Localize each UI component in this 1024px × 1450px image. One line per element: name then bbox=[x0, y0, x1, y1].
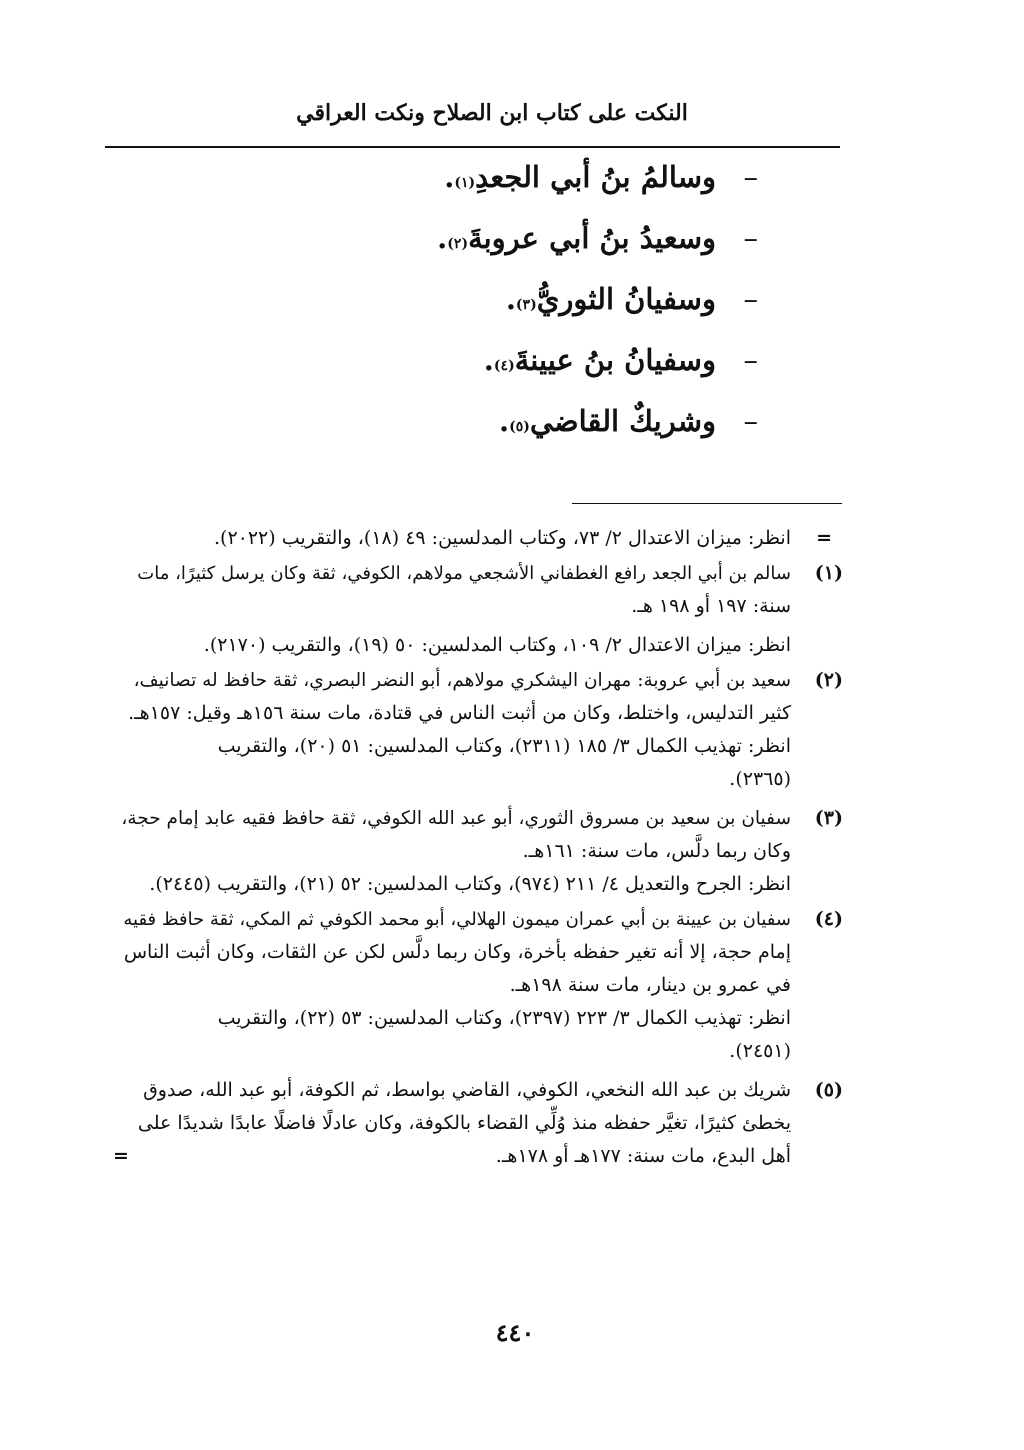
footnote-line: سالم بن أبي الجعد رافع الغطفاني الأشجعي مولاهم، الكوفي، ثقة وكان يرسل كثيرًا، مات bbox=[137, 563, 791, 584]
list-item bbox=[238, 160, 758, 221]
footnote-line: يخطئ كثيرًا، تغيَّر حفظه منذ وُلِّي القضاء بالكوفة، وكان عادلًا فاضلًا عابدًا شديدًا على bbox=[137, 1112, 791, 1134]
footnote bbox=[121, 664, 841, 796]
continuation-marker: = bbox=[816, 527, 832, 549]
footnote-line: انظر: الجرح والتعديل ٤/ ٢١١ (٩٧٤)، وكتاب المدلسين: ٥٢ (٢١)، والتقريب (٢٤٤٥). bbox=[149, 873, 791, 895]
list-item bbox=[238, 404, 758, 465]
footnote bbox=[113, 1074, 843, 1173]
continued-marker: = bbox=[113, 1145, 129, 1167]
footnote bbox=[121, 903, 841, 1068]
list-item-end: . bbox=[499, 404, 510, 438]
list-item-text: وشريكٌ القاضي bbox=[529, 404, 716, 438]
running-header: النكت على كتاب ابن الصلاح ونكت العراقي bbox=[296, 100, 688, 126]
list-item-end: . bbox=[483, 343, 494, 377]
list-dash: – bbox=[743, 160, 758, 194]
footnote-line: في عمرو بن دينار، مات سنة ١٩٨هـ. bbox=[509, 974, 791, 996]
footnotes-body bbox=[113, 522, 843, 1173]
footnote-number: (٢) bbox=[814, 669, 843, 691]
footnote-line: كثير التدليس، واختلط، وكان من أثبت الناس في قتادة، مات سنة ١٥٦هـ وقيل: ١٥٧هـ. bbox=[128, 702, 791, 724]
footnote-line: أهل البدع، مات سنة: ١٧٧هـ أو ١٧٨هـ. bbox=[495, 1145, 791, 1167]
footnote-line: وكان ربما دلَّس، مات سنة: ١٦١هـ. bbox=[522, 840, 791, 862]
list-item-text: وسالمُ بنُ أبي الجعدِ bbox=[475, 160, 716, 194]
page-number: ٤٤٠ bbox=[495, 1318, 535, 1347]
footnote-number: (٣) bbox=[814, 807, 843, 829]
footnote-line: سفيان بن عيينة بن أبي عمران ميمون الهلالي، أبو محمد الكوفي ثم المكي، ثقة حافظ فقيه bbox=[123, 909, 791, 930]
footnote-number: (٤) bbox=[814, 908, 843, 930]
list-item bbox=[238, 282, 758, 343]
footnote-line: سعيد بن أبي عروبة: مهران اليشكري مولاهم، أبو النضر البصري، ثقة حافظ له تصانيف، bbox=[133, 670, 791, 691]
footnote-line: إمام حجة، إلا أنه تغير حفظه بأخرة، وكان ربما دلَّس لكن عن الثقات، وكان أثبت الناس bbox=[123, 941, 791, 963]
footnote-line: (٢٤٥١). bbox=[729, 1040, 791, 1062]
list-item-text: وسفيانُ الثوريُّ bbox=[536, 282, 716, 316]
header-rule bbox=[105, 146, 840, 148]
footnote-continuation bbox=[121, 522, 841, 555]
list-item bbox=[238, 221, 758, 282]
main-text-list bbox=[238, 160, 758, 465]
footnote-ref[interactable]: (٥) bbox=[509, 419, 530, 435]
footnote-line: انظر: تهذيب الكمال ٣/ ٢٢٣ (٢٣٩٧)، وكتاب المدلسين: ٥٣ (٢٢)، والتقريب bbox=[217, 1007, 791, 1029]
list-dash: – bbox=[743, 282, 758, 316]
footnote bbox=[121, 557, 841, 662]
footnote-line: شريك بن عبد الله النخعي، الكوفي، القاضي بواسط، ثم الكوفة، أبو عبد الله، صدوق bbox=[143, 1079, 791, 1101]
footnote-line: انظر: ميزان الاعتدال ٢/ ٧٣، وكتاب المدلسين: ٤٩ (١٨)، والتقريب (٢٠٢٢). bbox=[213, 527, 791, 549]
list-item-end: . bbox=[444, 160, 455, 194]
footnote-ref[interactable]: (٣) bbox=[515, 297, 537, 313]
list-dash: – bbox=[743, 221, 758, 255]
list-item-end: . bbox=[437, 221, 448, 255]
footnote-ref[interactable]: (١) bbox=[454, 175, 476, 191]
footnote-line: سفيان بن سعيد بن مسروق الثوري، أبو عبد الله الكوفي، ثقة حافظ فقيه عابد إمام حجة، bbox=[121, 808, 791, 829]
footnote-line: انظر: ميزان الاعتدال ٢/ ١٠٩، وكتاب المدلسين: ٥٠ (١٩)، والتقريب (٢١٧٠). bbox=[203, 634, 791, 656]
footnote-number: (٥) bbox=[814, 1079, 843, 1101]
footnote-separator bbox=[572, 503, 842, 504]
list-dash: – bbox=[743, 343, 758, 377]
footnote-ref[interactable]: (٤) bbox=[493, 358, 515, 374]
footnote-line: (٢٣٦٥). bbox=[729, 768, 791, 790]
list-item-end: . bbox=[505, 282, 516, 316]
list-item bbox=[238, 343, 758, 404]
footnote-number: (١) bbox=[814, 562, 843, 584]
footnote bbox=[121, 802, 841, 901]
footnote-line: انظر: تهذيب الكمال ٣/ ١٨٥ (٢٣١١)، وكتاب المدلسين: ٥١ (٢٠)، والتقريب bbox=[217, 735, 791, 757]
footnote-ref[interactable]: (٢) bbox=[447, 236, 469, 252]
footnote-line: سنة: ١٩٧ أو ١٩٨ هـ. bbox=[631, 595, 791, 617]
list-dash: – bbox=[743, 404, 758, 438]
list-item-text: وسعيدُ بنُ أبي عروبةَ bbox=[468, 221, 716, 255]
list-item-text: وسفيانُ بنُ عيينةَ bbox=[514, 343, 716, 377]
